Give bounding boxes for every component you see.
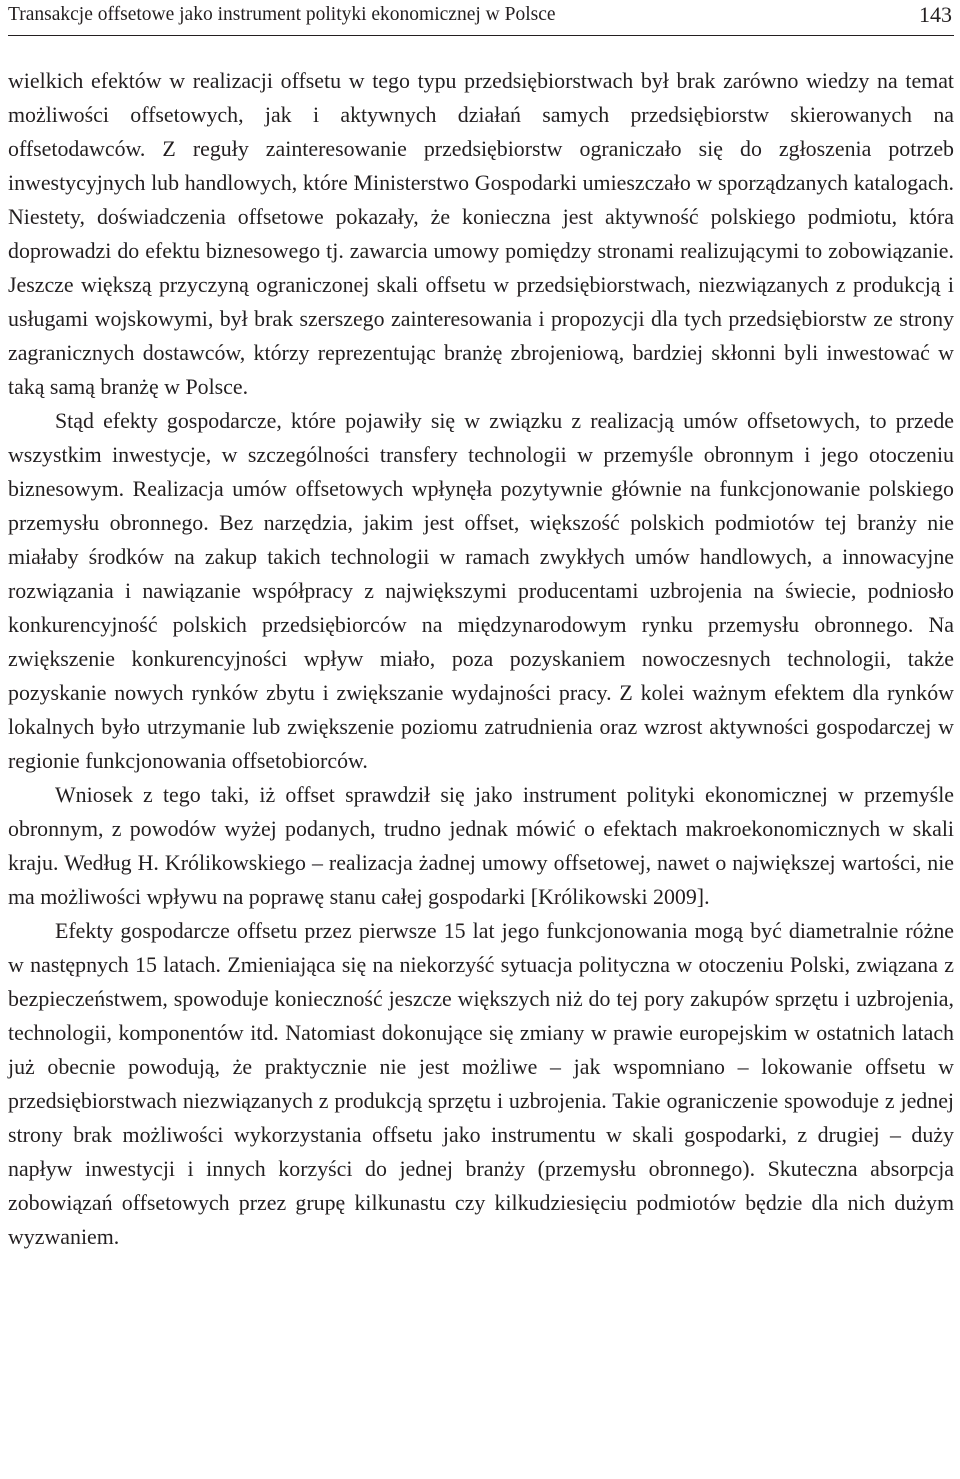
paragraph-future-effects: Efekty gospodarcze offsetu przez pierwsze 15 lat jego funkcjonowania mogą być diametralnie różne w następnych 15 latach. Zmieniająca się na niekorzyść sytuacja polityczna w otoczeniu Polski, związana z bezpieczeństwem, spowoduje konieczność jeszcze większych niż do tej pory zakupów sprzętu i uzbrojenia, technologii, komponentów itd. Natomiast dokonujące się zmiany w prawie europejskim w ostatnich latach już obecnie powodują, że praktycznie nie jest możliwe – jak wspomniano – lokowanie offsetu w przedsiębiorstwach niezwiązanych z produkcją sprzętu i uzbrojenia. Takie ograniczenie spowoduje z jednej strony brak możliwości wykorzystania offsetu jako instrumentu w skali gospodarki, z drugiej – duży napływ inwestycji i innych korzyści do jednej branży (przemysłu obronnego). Skuteczna absorpcja zobowiązań offsetowych przez grupę kilkunastu czy kilkudziesięciu podmiotów będzie dla nich dużym wyzwaniem. bbox=[8, 918, 954, 1249]
body-text bbox=[8, 64, 954, 1254]
paragraph-economic-effects: Stąd efekty gospodarcze, które pojawiły się w związku z realizacją umów offsetowych, to przede wszystkim inwestycje, w szczególności transfery technologii w przemyśle obronnym i jego otoczeniu biznesowym. Realizacja umów offsetowych wpłynęła pozytywnie głównie na funkcjonowanie polskiego przemysłu obronnego. Bez narzędzia, jakim jest offset, większość polskich podmiotów tej branży nie miałaby środków na zakup takich technologii w ramach zwykłych umów handlowych, a innowacyjne rozwiązania i nawiązanie współpracy z największymi producentami uzbrojenia na świecie, podniosło konkurencyjność polskich przedsiębiorców na międzynarodowym rynku przemysłu obronnego. Na zwiększenie konkurencyjności wpływ miało, poza pozyskaniem nowoczesnych technologii, także pozyskanie nowych rynków zbytu i zwiększanie wydajności pracy. Z kolei ważnym efektem dla rynków lokalnych było utrzymanie lub zwiększenie poziomu zatrudnienia oraz wzrost aktywności gospodarczej w regionie funkcjonowania offsetobiorców. bbox=[8, 408, 954, 773]
header-rule bbox=[8, 35, 954, 36]
paragraph-conclusion: Wniosek z tego taki, iż offset sprawdził się jako instrument polityki ekonomicznej w przemyśle obronnym, z powodów wyżej podanych, trudno jednak mówić o efektach makroekonomicznych w skali kraju. Według H. Królikowskiego – realizacja żadnej umowy offsetowej, nawet o największej wartości, nie ma możliwości wpływu na poprawę stanu całej gospodarki [Królikowski 2009]. bbox=[8, 782, 954, 909]
page-number: 143 bbox=[919, 2, 952, 27]
running-title: Transakcje offsetowe jako instrument polityki ekonomicznej w Polsce bbox=[8, 4, 556, 25]
paragraph-continued: wielkich efektów w realizacji offsetu w tego typu przedsiębiorstwach był brak zarówno wiedzy na temat możliwości offsetowych, jak i aktywnych działań samych przedsiębiorstw skierowanych na offsetodawców. Z reguły zainteresowanie przedsiębiorstw ograniczało się do zgłoszenia potrzeb inwestycyjnych lub handlowych, które Ministerstwo Gospodarki umieszczało w sporządzanych katalogach. Niestety, doświadczenia offsetowe pokazały, że konieczna jest aktywność polskiego podmiotu, która doprowadzi do efektu biznesowego tj. zawarcia umowy pomiędzy stronami realizującymi to zobowiązanie. Jeszcze większą przyczyną ograniczonej skali offsetu w przedsiębiorstwach, niezwiązanych z produkcją i usługami wojskowymi, był brak szerszego zainteresowania i propozycji dla tych przedsiębiorstw ze strony zagranicznych dostawców, którzy reprezentując branżę zbrojeniową, bardziej skłonni byli inwestować w taką samą branżę w Polsce. bbox=[8, 68, 954, 399]
running-header bbox=[8, 0, 952, 30]
